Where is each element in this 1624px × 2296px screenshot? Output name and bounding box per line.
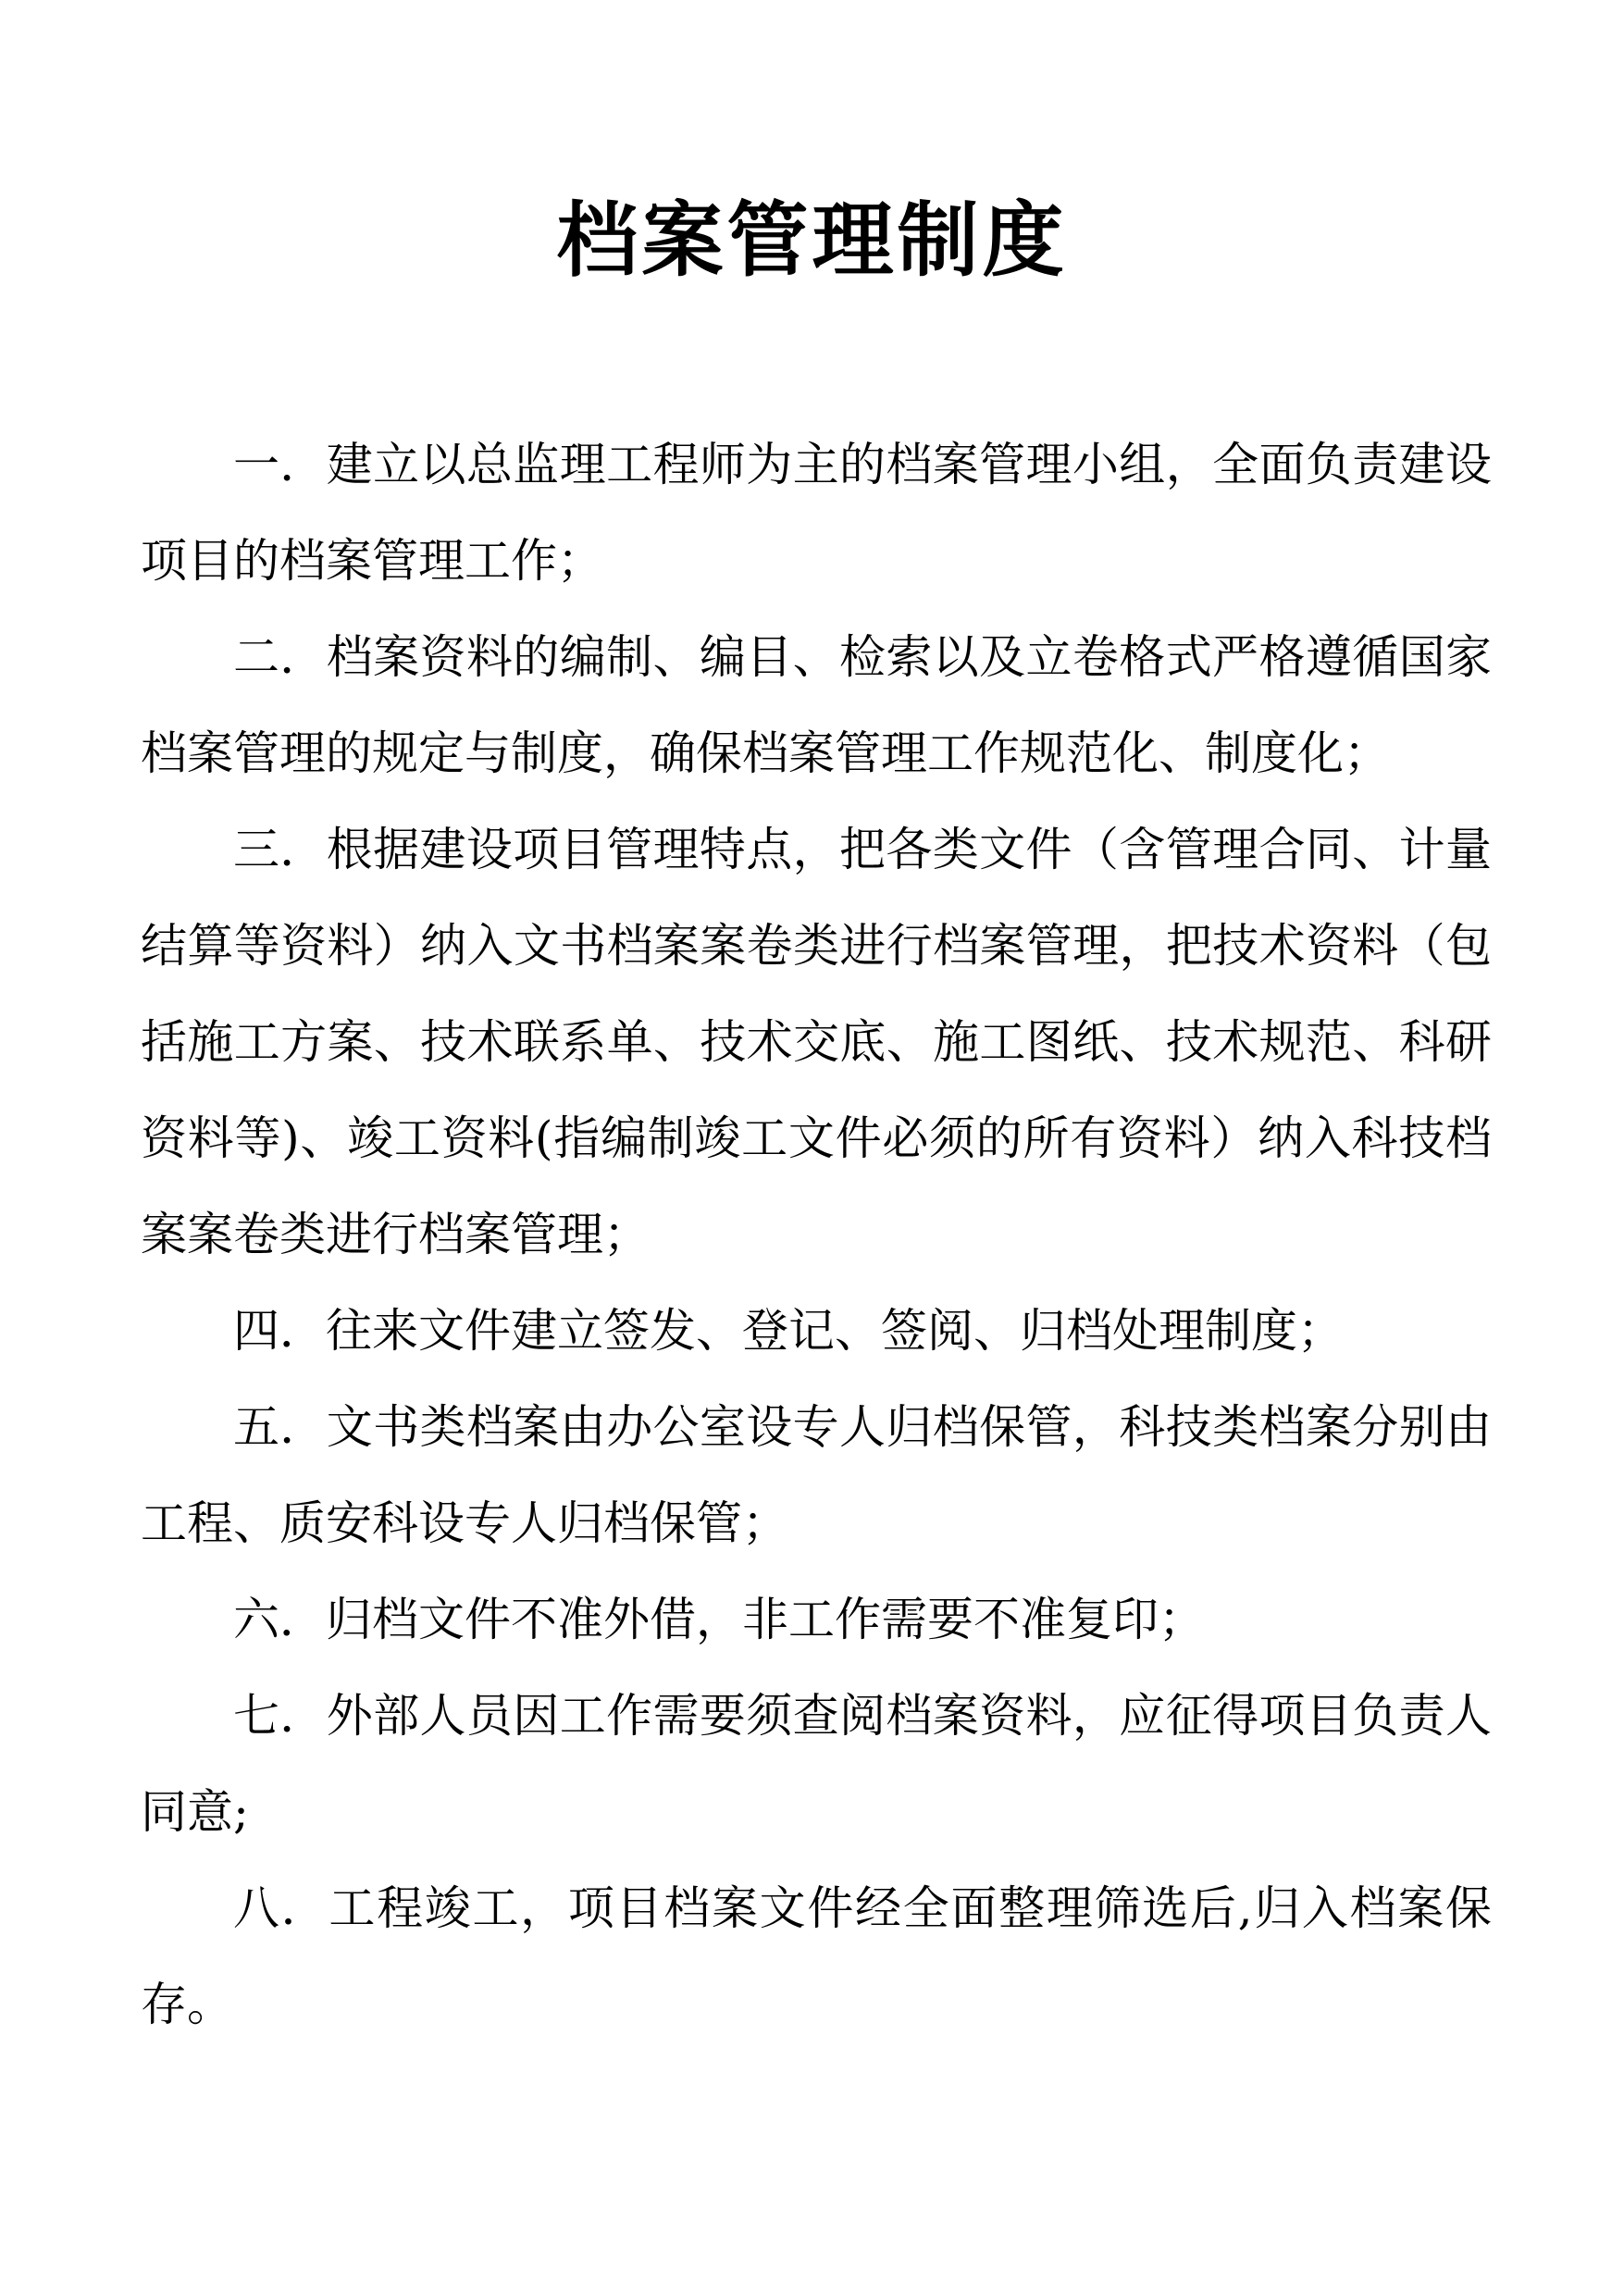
rule-paragraph-7: 七．外部人员因工作需要须查阅档案资料，应征得项目负责人同意; [141,1689,1492,1839]
rule-paragraph-8: 八．工程竣工，项目档案文件经全面整理筛选后,归入档案保存。 [141,1881,1492,2031]
page-title: 档案管理制度 [556,192,1068,288]
rule-paragraph-6: 六．归档文件不准外借，非工作需要不准复印； [233,1593,1205,1646]
rule-paragraph-1: 一．建立以总监理工程师为主的档案管理小组，全面负责建设项目的档案管理工作； [141,438,1492,588]
rule-paragraph-4: 四．往来文件建立签发、登记、签阅、归档处理制度； [233,1304,1344,1358]
rule-paragraph-5: 五．文书类档案由办公室设专人归档保管，科技类档案分别由工程、质安科设专人归档保管； [141,1400,1492,1550]
document-body [141,416,1492,2053]
rule-paragraph-3: 三．根据建设项目管理特点，把各类文件（含管理合同、计量结算等资料）纳入文书档案案卷类进行档案管理，把技术资料（包括施工方案、技术联系单、技术交底、施工图纸、技术规范、科研资料等)、竣工资料(指编制竣工文件必须的所有资料）纳入科技档案案卷类进行档案管理； [141,823,1492,1261]
rule-paragraph-2: 二．档案资料的编制、编目、检索以及立卷格式严格遵循国家档案管理的规定与制度，确保档案管理工作规范化、制度化； [141,630,1492,780]
